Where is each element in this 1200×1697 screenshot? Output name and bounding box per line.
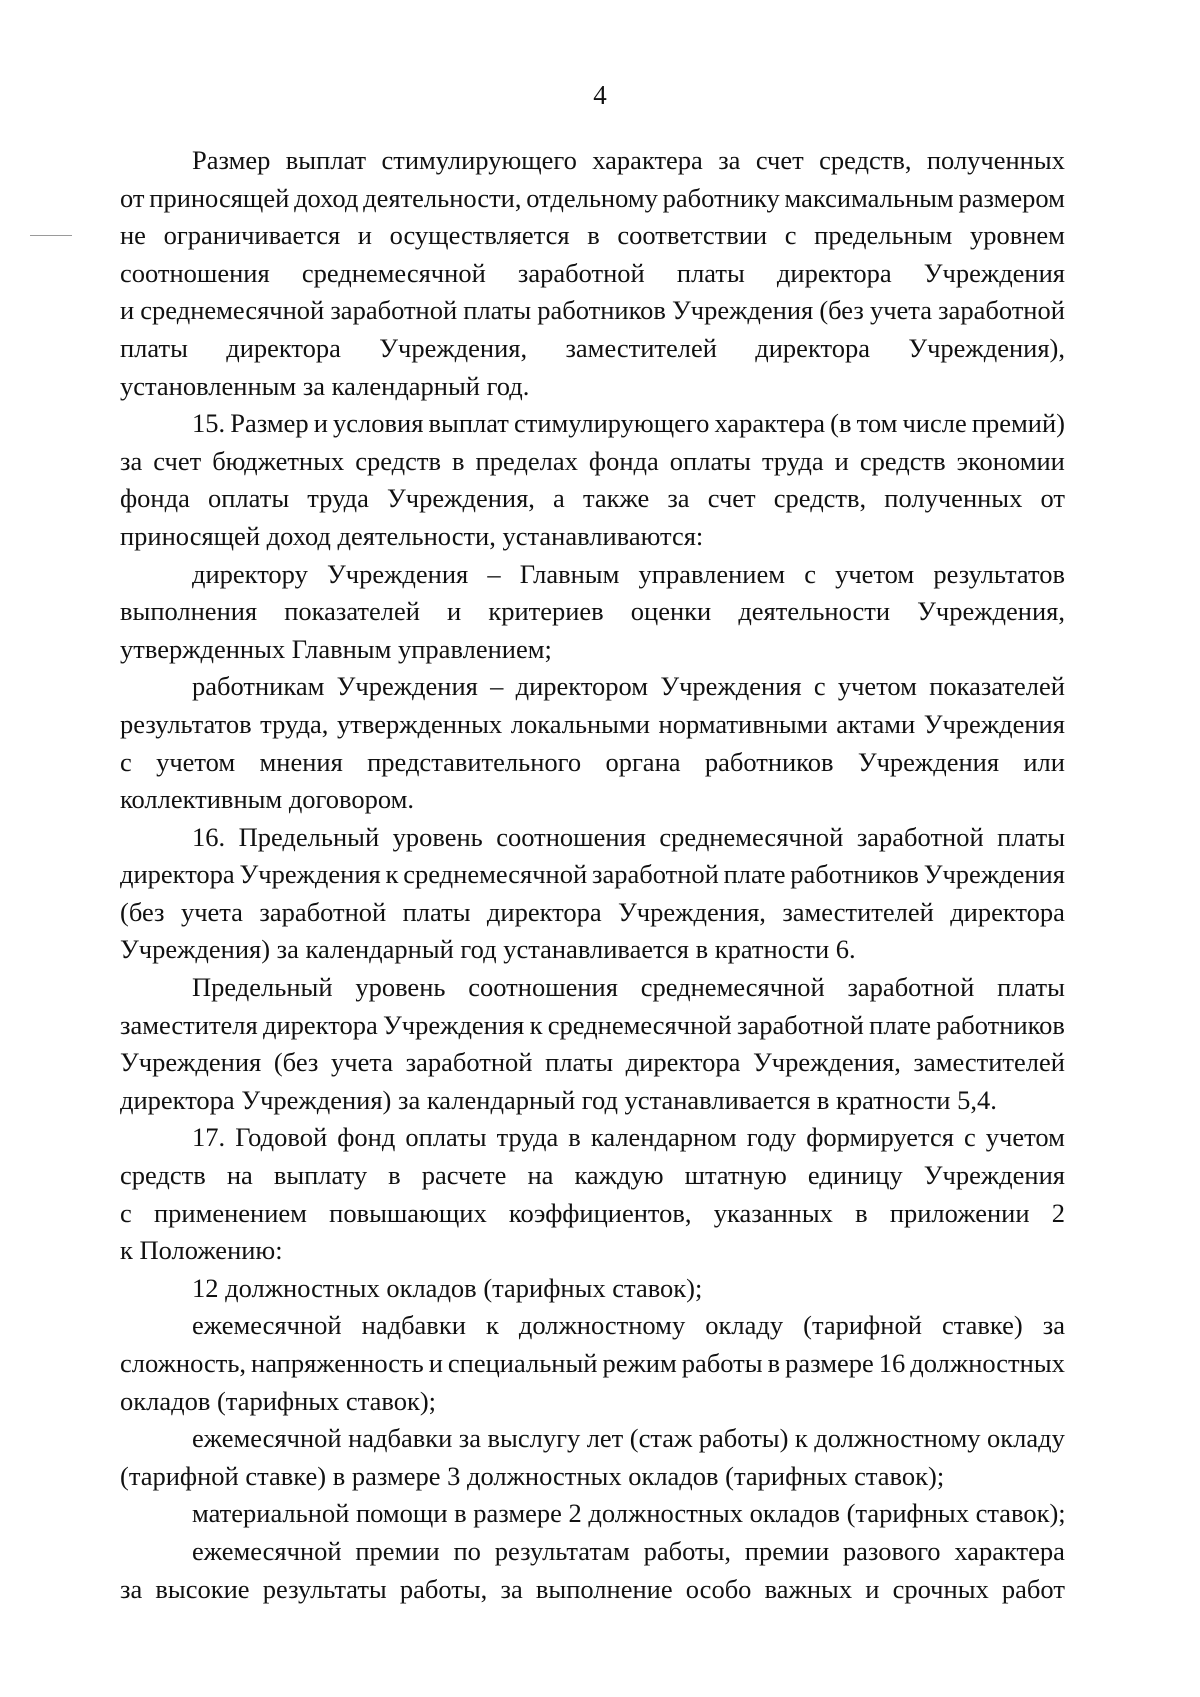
word: Учреждения xyxy=(923,257,1065,288)
word: а xyxy=(553,483,565,514)
word: заработной xyxy=(330,295,458,326)
word: труда, xyxy=(260,708,329,739)
word: на xyxy=(226,1160,253,1191)
word: утвержденных xyxy=(337,708,503,739)
word: представительного xyxy=(367,746,582,777)
word: счет xyxy=(755,145,804,175)
text-line xyxy=(120,1044,1065,1082)
word: за xyxy=(500,1573,523,1604)
word: заместителей xyxy=(913,1047,1065,1078)
word: фонд xyxy=(337,1122,396,1153)
word: формируется xyxy=(806,1122,954,1153)
word: директора xyxy=(755,332,870,363)
word: труда xyxy=(307,483,369,514)
word: (без xyxy=(273,1047,319,1078)
word: работников xyxy=(936,1009,1065,1040)
word: календарном xyxy=(590,1122,737,1153)
word: деятельности xyxy=(738,596,891,627)
word: стимулирующего xyxy=(514,408,710,439)
word: предельным xyxy=(814,220,953,251)
word: Учреждения xyxy=(857,746,1000,777)
text-line xyxy=(120,1270,1065,1308)
word: (в xyxy=(830,408,852,439)
word: полученных xyxy=(884,483,1023,514)
word: (стаж xyxy=(629,1423,693,1454)
text-line xyxy=(120,1383,1065,1421)
word: результатов xyxy=(933,558,1065,589)
text-line xyxy=(120,217,1065,255)
text-line xyxy=(120,330,1065,368)
word: повышающих xyxy=(329,1197,487,1228)
line-text: к Положению: xyxy=(120,1235,283,1266)
word: Главным xyxy=(519,558,620,589)
text-line xyxy=(120,593,1065,631)
word: заработной xyxy=(517,257,645,288)
word: заработной xyxy=(591,859,719,890)
word: и xyxy=(357,220,372,251)
word: том xyxy=(856,408,898,439)
text-line xyxy=(120,480,1065,518)
word: приносящей xyxy=(149,182,290,213)
word: – xyxy=(490,671,504,702)
word: к xyxy=(385,859,399,890)
word: Размер xyxy=(230,408,309,439)
word: особо xyxy=(685,1573,752,1604)
word: плате xyxy=(723,859,786,890)
word: окладу xyxy=(987,1423,1065,1454)
word: (без xyxy=(120,896,165,927)
text-line xyxy=(120,255,1065,293)
word: Предельный xyxy=(192,972,333,1003)
word: к xyxy=(529,1009,543,1040)
word: полученных xyxy=(926,145,1065,175)
word: уровень xyxy=(355,972,446,1003)
word: расчете xyxy=(421,1160,507,1191)
word: премии xyxy=(744,1535,830,1566)
word: 17. xyxy=(192,1122,226,1153)
word: учета xyxy=(869,295,932,326)
word: счет xyxy=(707,483,756,514)
word: актами xyxy=(836,708,916,739)
word: работникам xyxy=(192,671,325,702)
word: платы xyxy=(463,295,532,326)
word: директора xyxy=(776,257,892,288)
scan-margin-line xyxy=(30,235,72,236)
word: за xyxy=(1042,1310,1065,1341)
word: указанных xyxy=(713,1197,833,1228)
word: режим xyxy=(602,1348,677,1378)
word: среднемесячной xyxy=(403,859,588,890)
word: нормативными xyxy=(658,708,828,739)
word: органа xyxy=(605,746,681,777)
word: к xyxy=(794,1423,808,1454)
text-line xyxy=(120,1007,1065,1045)
word: характера xyxy=(714,408,826,439)
word: среднемесячной xyxy=(140,295,325,326)
word: от xyxy=(120,182,145,213)
word: Учреждения, xyxy=(753,1047,901,1078)
word: ставке) xyxy=(941,1310,1023,1341)
word: заместителей xyxy=(565,332,717,363)
word: выполнение xyxy=(535,1573,673,1604)
word: Размер xyxy=(192,145,271,175)
word: Предельный xyxy=(238,821,380,852)
word: выплат xyxy=(285,145,367,175)
text-line xyxy=(120,368,1065,406)
text-line xyxy=(120,180,1065,218)
word: Годовой xyxy=(235,1122,328,1153)
word: и xyxy=(313,408,328,439)
word: Учреждения xyxy=(923,708,1065,739)
word: и xyxy=(865,1573,880,1604)
word: результатов xyxy=(120,708,252,739)
document-body xyxy=(120,142,1065,1608)
word: (тарифной xyxy=(803,1310,922,1341)
word: характера xyxy=(954,1535,1065,1566)
word: Учреждения, xyxy=(379,332,528,363)
word: учетом xyxy=(837,671,917,702)
word: приложении xyxy=(889,1197,1030,1228)
word: оплаты xyxy=(208,483,290,514)
text-line xyxy=(120,1458,1065,1496)
word: учетом xyxy=(156,746,236,777)
word: экономии xyxy=(956,445,1065,476)
word: размере xyxy=(785,1348,874,1378)
word: за xyxy=(458,1423,482,1454)
word: высокие xyxy=(155,1573,250,1604)
word: по xyxy=(453,1535,481,1566)
word: применением xyxy=(153,1197,307,1228)
word: средств xyxy=(120,1160,206,1191)
word: заработной xyxy=(405,1047,533,1078)
word: 16 xyxy=(878,1348,906,1378)
word: фонда xyxy=(120,483,190,514)
word: выслугу xyxy=(487,1423,581,1454)
word: ограничивается xyxy=(163,220,341,251)
word: Учреждения xyxy=(336,671,478,702)
word: 15. xyxy=(192,408,226,439)
word: учета xyxy=(331,1047,394,1078)
word: с xyxy=(120,1197,132,1228)
word: выплату xyxy=(273,1160,368,1191)
text-line xyxy=(120,744,1065,782)
word: плате xyxy=(869,1009,931,1040)
word: Учреждения, xyxy=(387,483,535,514)
word: заработной xyxy=(737,1009,864,1040)
line-text: Учреждения) за календарный год устанавливается в кратности 6. xyxy=(120,934,856,965)
line-text: утвержденных Главным управлением; xyxy=(120,633,552,664)
word: осуществляется xyxy=(389,220,570,251)
text-line xyxy=(120,1307,1065,1345)
word: результаты xyxy=(262,1573,387,1604)
word: за xyxy=(667,483,690,514)
text-line xyxy=(120,1571,1065,1609)
word: директором xyxy=(515,671,649,702)
text-line xyxy=(120,668,1065,706)
word: заработной xyxy=(847,972,975,1003)
word: за xyxy=(718,145,741,175)
word: штатную xyxy=(684,1160,787,1191)
word: максимальным xyxy=(784,182,954,213)
word: директора xyxy=(120,859,235,890)
word: работников xyxy=(537,295,666,326)
word: с xyxy=(784,220,797,251)
word: среднемесячной xyxy=(547,1009,732,1040)
word: характера xyxy=(592,145,703,175)
word: Учреждения xyxy=(923,859,1065,890)
word: Учреждения xyxy=(327,558,469,589)
word: и xyxy=(120,295,135,326)
line-text: материальной помощи в размере 2 должностных окладов (тарифных ставок); xyxy=(192,1498,1066,1529)
text-line xyxy=(120,1495,1065,1533)
word: и xyxy=(834,445,849,476)
word: заработной xyxy=(856,821,984,852)
word: труда xyxy=(761,445,824,476)
word: срочных xyxy=(892,1573,989,1604)
word: уровень xyxy=(392,821,483,852)
word: на xyxy=(527,1160,554,1191)
text-line xyxy=(120,1157,1065,1195)
word: числе xyxy=(902,408,967,439)
word: локальными xyxy=(510,708,650,739)
word: учета xyxy=(180,896,243,927)
word: средств, xyxy=(819,145,912,175)
page-number: 4 xyxy=(593,80,607,110)
text-line xyxy=(120,631,1065,669)
word: единицу xyxy=(807,1160,903,1191)
word: и xyxy=(428,1348,443,1378)
word: лет xyxy=(586,1423,624,1454)
word: Учреждения xyxy=(383,1009,525,1040)
word: заместителя xyxy=(120,1009,258,1040)
text-line xyxy=(120,518,1065,556)
text-line xyxy=(120,969,1065,1007)
word: коэффициентов, xyxy=(508,1197,692,1228)
word: директора xyxy=(950,896,1065,927)
word: директора xyxy=(486,896,602,927)
word: (без xyxy=(819,295,864,326)
word: 2 xyxy=(1051,1197,1065,1228)
word: с xyxy=(804,558,816,589)
word: напряженность xyxy=(251,1348,424,1378)
word: показателей xyxy=(284,596,420,627)
word: платы xyxy=(402,896,471,927)
word: размером xyxy=(958,182,1065,213)
word: премий) xyxy=(971,408,1065,439)
word: работников xyxy=(704,746,834,777)
word: уровнем xyxy=(969,220,1065,251)
word: стимулирующего xyxy=(381,145,577,175)
text-line xyxy=(120,142,1065,180)
word: соотношения xyxy=(120,257,270,288)
word: работнику xyxy=(662,182,780,213)
word: среднемесячной xyxy=(659,821,844,852)
line-text: 12 должностных окладов (тарифных ставок); xyxy=(192,1272,703,1303)
word: надбавки xyxy=(361,1310,466,1341)
word: работы xyxy=(681,1348,763,1378)
word: также xyxy=(582,483,650,514)
text-line xyxy=(120,1533,1065,1571)
word: заработной xyxy=(259,896,387,927)
word: Учреждения xyxy=(239,859,381,890)
word: Учреждения, xyxy=(917,596,1065,627)
word: оценки xyxy=(630,596,712,627)
word: за xyxy=(120,445,143,476)
word: условия xyxy=(333,408,424,439)
word: соотношения xyxy=(496,821,646,852)
word: платы xyxy=(676,257,745,288)
word: с xyxy=(120,746,132,777)
text-line xyxy=(120,706,1065,744)
text-line xyxy=(120,894,1065,932)
word: труда xyxy=(496,1122,559,1153)
line-text: коллективным договором. xyxy=(120,784,414,815)
word: Учреждения xyxy=(672,295,814,326)
text-line xyxy=(120,931,1065,969)
text-line xyxy=(120,781,1065,819)
word: и xyxy=(447,596,462,627)
word: Учреждения xyxy=(923,1160,1065,1191)
word: счет xyxy=(153,445,202,476)
word: важных xyxy=(764,1573,853,1604)
word: платы xyxy=(545,1047,614,1078)
word: средств xyxy=(859,445,946,476)
word: деятельности, xyxy=(363,182,522,213)
text-line xyxy=(120,405,1065,443)
word: работы, xyxy=(643,1535,731,1566)
word: среднемесячной xyxy=(301,257,486,288)
word: окладу xyxy=(705,1310,784,1341)
word: директора xyxy=(226,332,341,363)
text-line xyxy=(120,1082,1065,1120)
word: не xyxy=(120,220,146,251)
word: ежемесячной xyxy=(192,1423,342,1454)
word: заместителей xyxy=(782,896,934,927)
word: работ xyxy=(1001,1573,1065,1604)
word: заработной xyxy=(938,295,1065,326)
text-line xyxy=(120,443,1065,481)
word: в xyxy=(568,1122,581,1153)
word: Учреждения xyxy=(120,1047,262,1078)
word: средств xyxy=(355,445,441,476)
word: с xyxy=(963,1122,976,1153)
word: пределах xyxy=(475,445,578,476)
text-line xyxy=(120,1119,1065,1157)
word: в xyxy=(388,1160,401,1191)
word: в xyxy=(452,445,465,476)
word: Учреждения), xyxy=(908,332,1065,363)
word: платы xyxy=(997,821,1065,852)
word: или xyxy=(1023,746,1065,777)
word: каждую xyxy=(574,1160,664,1191)
word: показателей xyxy=(929,671,1065,702)
word: работы) xyxy=(698,1423,789,1454)
word: учетом xyxy=(985,1122,1065,1153)
word: учетом xyxy=(835,558,915,589)
word: работы, xyxy=(399,1573,488,1604)
word: должностных xyxy=(910,1348,1065,1378)
word: платы xyxy=(120,332,188,363)
word: в xyxy=(855,1197,868,1228)
word: в xyxy=(767,1348,781,1378)
word: должностному xyxy=(814,1423,981,1454)
word: доход xyxy=(294,182,359,213)
word: надбавки xyxy=(348,1423,453,1454)
word: ежемесячной xyxy=(192,1310,342,1341)
word: управлением xyxy=(638,558,786,589)
word: за xyxy=(120,1573,143,1604)
word: среднемесячной xyxy=(640,972,825,1003)
word: соотношения xyxy=(468,972,618,1003)
word: премии xyxy=(355,1535,440,1566)
word: ежемесячной xyxy=(192,1535,342,1566)
word: средств, xyxy=(773,483,867,514)
word: работников xyxy=(790,859,919,890)
word: разового xyxy=(842,1535,941,1566)
word: специальный xyxy=(447,1348,598,1378)
line-text: установленным за календарный год. xyxy=(120,370,530,401)
text-line xyxy=(120,1232,1065,1270)
word: сложность, xyxy=(120,1348,247,1378)
line-text: (тарифной ставке) в размере 3 должностных окладов (тарифных ставок); xyxy=(120,1460,945,1491)
word: бюджетных xyxy=(212,445,345,476)
word: – xyxy=(487,558,501,589)
line-text: окладов (тарифных ставок); xyxy=(120,1385,437,1416)
word: отдельному xyxy=(526,182,658,213)
text-line xyxy=(120,1420,1065,1458)
text-line xyxy=(120,819,1065,857)
word: к xyxy=(485,1310,499,1341)
text-line xyxy=(120,1195,1065,1233)
word: оплаты xyxy=(669,445,751,476)
word: Учреждения xyxy=(660,671,802,702)
line-text: приносящей доход деятельности, устанавливаются: xyxy=(120,520,704,551)
word: оплаты xyxy=(405,1122,487,1153)
word: выплат xyxy=(428,408,509,439)
word: выполнения xyxy=(120,596,258,627)
word: фонда xyxy=(588,445,659,476)
text-line xyxy=(120,856,1065,894)
word: 16. xyxy=(192,821,226,852)
word: году xyxy=(746,1122,797,1153)
word: мнения xyxy=(259,746,343,777)
word: платы xyxy=(997,972,1065,1003)
word: директора xyxy=(625,1047,741,1078)
word: директору xyxy=(192,558,308,589)
word: должностному xyxy=(518,1310,686,1341)
word: директора xyxy=(263,1009,378,1040)
word: критериев xyxy=(488,596,604,627)
word: соответствии xyxy=(617,220,768,251)
text-line xyxy=(120,556,1065,594)
word: от xyxy=(1040,483,1065,514)
word: в xyxy=(587,220,600,251)
word: с xyxy=(813,671,826,702)
word: Учреждения, xyxy=(618,896,766,927)
text-line xyxy=(120,292,1065,330)
word: результатам xyxy=(494,1535,630,1566)
line-text: директора Учреждения) за календарный год устанавливается в кратности 5,4. xyxy=(120,1084,997,1115)
text-line xyxy=(120,1345,1065,1383)
